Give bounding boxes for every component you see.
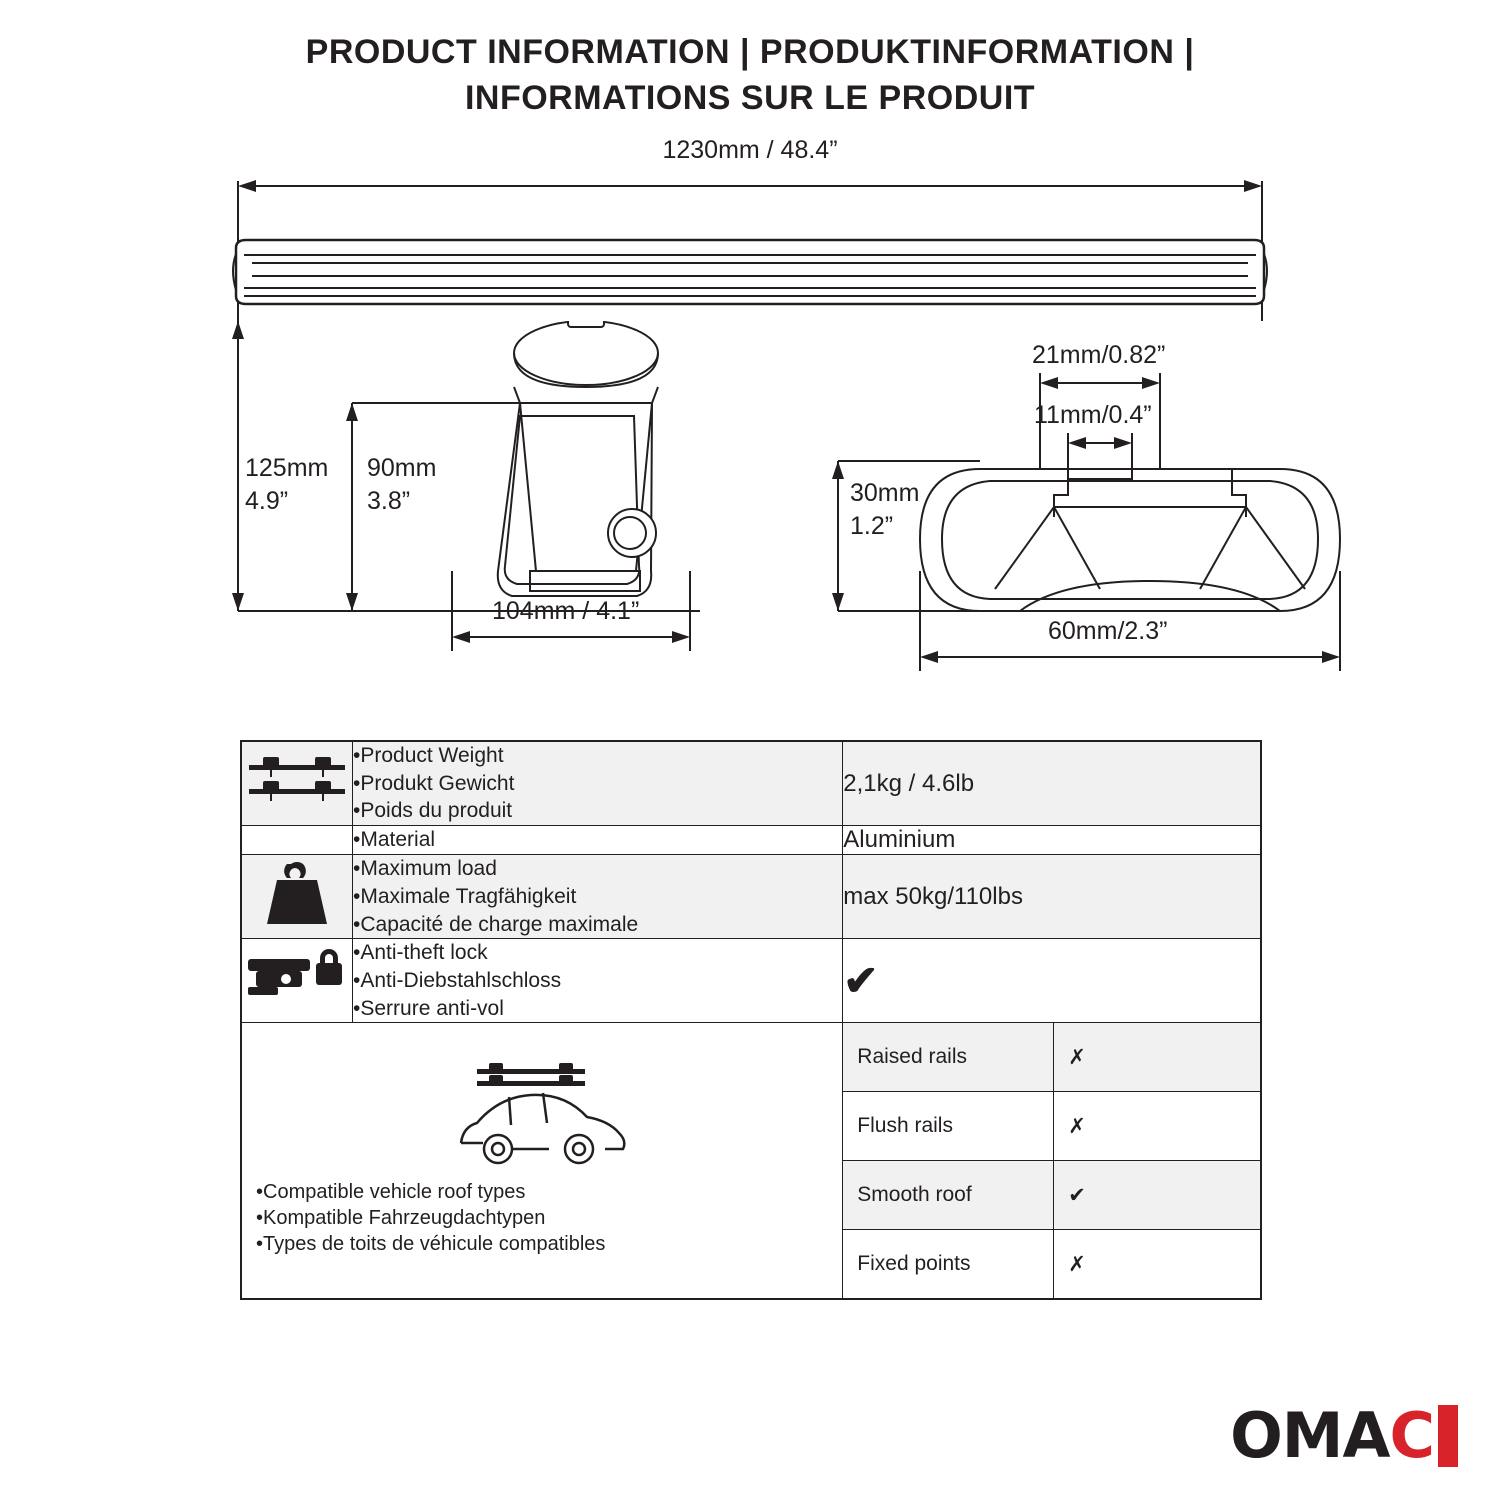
roof-types-table xyxy=(843,1023,1260,1298)
bar-length-label: 1230mm / 48.4” xyxy=(662,135,838,164)
roof-type-row-smooth xyxy=(843,1161,1260,1230)
logo-text-c: C xyxy=(1389,1399,1434,1472)
weight-label-en: •Product Weight xyxy=(353,744,504,767)
max-load-value: max 50kg/110lbs xyxy=(843,855,1261,939)
car-roof-icon xyxy=(242,1055,842,1179)
roof-type-mark-flush: ✗ xyxy=(1054,1092,1260,1161)
roof-types-left xyxy=(241,1023,843,1300)
omac-logo xyxy=(1230,1399,1458,1472)
roof-type-mark-fixed: ✗ xyxy=(1054,1230,1260,1299)
profile-height-inch-label: 1.2” xyxy=(850,511,894,540)
car-roof-icon-svg xyxy=(447,1061,637,1171)
max-load-labels xyxy=(353,855,843,939)
roof-type-name-flush: Flush rails xyxy=(843,1092,1054,1161)
title-line-2: INFORMATIONS SUR LE PRODUIT xyxy=(464,78,1036,117)
lock-label-de: •Anti-Diebstahlschloss xyxy=(353,969,562,993)
roof-type-mark-raised: ✗ xyxy=(1054,1023,1260,1092)
max-load-label-de: •Maximale Tragfähigkeit xyxy=(353,884,577,908)
height-total-label: 125mm xyxy=(245,453,329,482)
table-row-roof-types xyxy=(241,1023,1261,1300)
weight-labels xyxy=(353,741,843,826)
roof-types-subtable-cell xyxy=(843,1023,1261,1300)
max-load-label-fr: •Capacité de charge maximale xyxy=(353,912,639,936)
roof-type-name-raised: Raised rails xyxy=(843,1023,1054,1092)
material-label-en: •Material xyxy=(353,828,436,852)
lock-value-check: ✔ xyxy=(843,939,1261,1023)
max-load-label-en: •Maximum load xyxy=(353,857,497,881)
roof-type-row-flush xyxy=(843,1092,1260,1161)
roof-type-row-fixed xyxy=(843,1230,1260,1299)
bar-length-diagram xyxy=(0,136,1500,321)
height-total-inch-label: 4.9” xyxy=(245,486,289,515)
material-value: Aluminium xyxy=(843,826,1261,855)
table-row-max-load xyxy=(241,855,1261,939)
lock-label-fr: •Serrure anti-vol xyxy=(353,996,504,1020)
table-row-lock xyxy=(241,939,1261,1023)
roof-types-label-fr: •Types de toits de véhicule compatibles xyxy=(256,1232,606,1255)
foot-width-label: 104mm / 4.1” xyxy=(492,596,640,625)
table-row-material xyxy=(241,826,1261,855)
roof-types-labels xyxy=(242,1179,842,1267)
lock-icon-svg xyxy=(242,945,352,1011)
logo-text-a: A xyxy=(1342,1399,1390,1472)
lock-icon xyxy=(241,939,353,1023)
table-row-weight xyxy=(241,741,1261,826)
crossbars-icon-svg xyxy=(247,753,347,809)
weight-icon-svg xyxy=(261,860,333,928)
profile-width-label: 60mm/2.3” xyxy=(1048,616,1168,645)
foot-and-profile-diagram xyxy=(0,321,1500,696)
height-inner-inch-label: 3.8” xyxy=(367,486,411,515)
specification-table xyxy=(240,740,1262,1300)
weight-value: 2,1kg / 4.6lb xyxy=(843,741,1261,826)
roof-type-row-raised xyxy=(843,1023,1260,1092)
logo-accent-box xyxy=(1438,1405,1458,1467)
weight-label-fr: •Poids du produit xyxy=(353,799,513,823)
roof-type-name-fixed: Fixed points xyxy=(843,1230,1054,1299)
profile-slot-width-label: 11mm/0.4” xyxy=(1034,400,1152,429)
roof-types-label-en: •Compatible vehicle roof types xyxy=(256,1180,526,1203)
roof-types-label-de: •Kompatible Fahrzeugdachtypen xyxy=(256,1206,546,1229)
weight-icon xyxy=(241,855,353,939)
roof-type-mark-smooth: ✔ xyxy=(1054,1161,1260,1230)
height-inner-label: 90mm xyxy=(367,453,437,482)
logo-text-om: OM xyxy=(1230,1399,1343,1472)
weight-label-de: •Produkt Gewicht xyxy=(353,771,515,795)
top-bar-drawing xyxy=(0,136,1500,321)
lock-labels xyxy=(353,939,843,1023)
profile-top-width-label: 21mm/0.82” xyxy=(1032,340,1166,369)
mid-drawings xyxy=(0,321,1500,696)
page-title xyxy=(0,0,1500,122)
roof-type-name-smooth: Smooth roof xyxy=(843,1161,1054,1230)
lock-label-en: •Anti-theft lock xyxy=(353,941,488,965)
profile-height-label: 30mm xyxy=(850,478,920,507)
crossbars-icon xyxy=(241,741,353,826)
title-line-1: PRODUCT INFORMATION | PRODUKTINFORMATION | xyxy=(305,33,1195,71)
material-labels xyxy=(353,826,843,855)
material-icon-placeholder xyxy=(241,826,353,855)
